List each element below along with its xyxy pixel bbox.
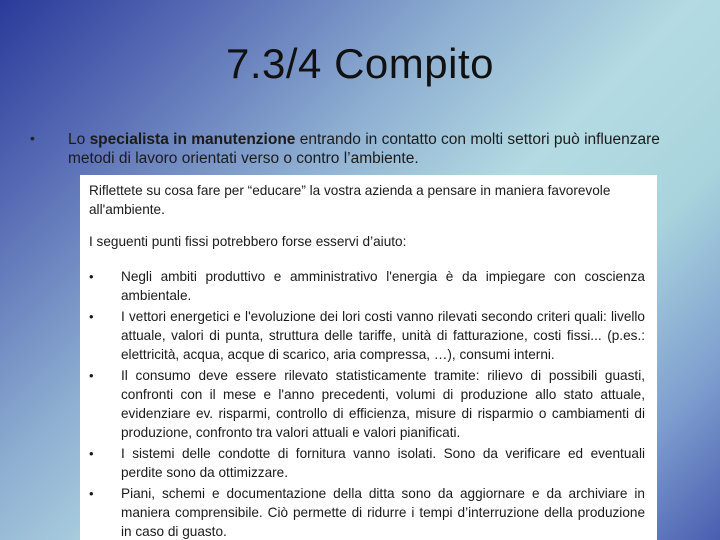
list-item: [89, 267, 645, 305]
list-item: [89, 444, 645, 482]
list-marker: •: [89, 309, 94, 324]
list-marker: •: [89, 269, 94, 284]
list-marker: •: [89, 486, 94, 501]
bullet-bold: specialista in manutenzione: [89, 131, 296, 148]
list-item: [89, 484, 645, 540]
bullet-marker: •: [30, 130, 35, 146]
list-item: [89, 366, 645, 442]
document-image: [80, 175, 657, 540]
slide-title: 7.3/4 Compito: [226, 40, 494, 87]
list-item-text: Il consumo deve essere rilevato statisticamente tramite: rilievo di possibili guasti, confronti con il mese e l'anno precedenti, volumi di produzione allo stato attuale, evidenziare ev. risparmi, controllo di efficienza, misure di risparmio o cambiamenti di produzione, confronto tra valori attuali e valori pianificati.: [121, 368, 645, 440]
list-item-text: Piani, schemi e documentazione della ditta sono da aggiornare e da archiviare in maniera comprensibile. Ciò permette di ridurre i tempi d’interruzione della produzione in caso di guasto.: [121, 486, 645, 539]
list-item-text: I sistemi delle condotte di fornitura vanno isolati. Sono da verificare ed eventuali perdite sono da ottimizzare.: [121, 446, 645, 480]
bullet-rest: entrando in contatto con molti settori può influenzare metodi di lavoro orientati verso o contro l’ambiente.: [68, 131, 660, 167]
bullet-text: [68, 130, 668, 168]
list-marker: •: [89, 446, 94, 461]
document-list: [89, 267, 645, 540]
list-item-text: I vettori energetici e l'evoluzione dei lori costi vanno rilevati secondo criteri quali: livello attuale, valori di punta, struttura delle tariffe, unità di fatturazione, costi fissi... (p.es.: elettricità, acqua, acque di scarico, aria compressa, …), consumi interni.: [121, 309, 645, 362]
list-item-text: Negli ambiti produttivo e amministrativo l'energia è da impiegare con coscienza ambientale.: [121, 269, 645, 303]
list-marker: •: [89, 368, 94, 383]
document-subintro: I seguenti punti fissi potrebbero forse esservi d’aiuto:: [89, 234, 407, 249]
document-intro: Riflettete su cosa fare per “educare” la vostra azienda a pensare in maniera favorevole all'ambiente.: [89, 183, 611, 217]
bullet-lead: Lo: [68, 131, 90, 148]
list-item: [89, 307, 645, 364]
